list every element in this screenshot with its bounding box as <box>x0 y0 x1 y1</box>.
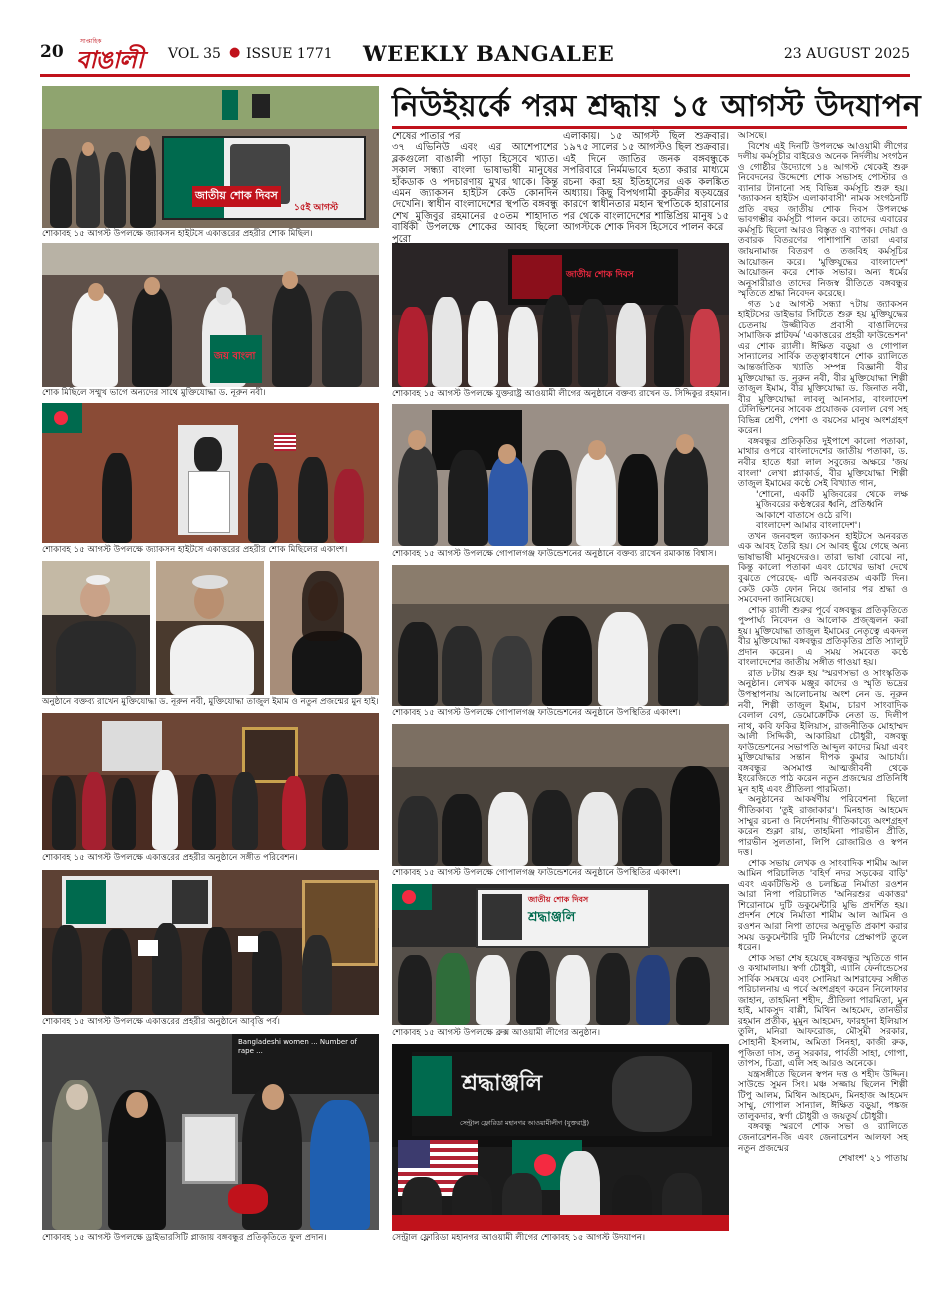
protest-sign-text: Bangladeshi women ... Number of rape ... <box>238 1038 357 1055</box>
continuation-note: শেষের পাতার পর <box>392 131 461 142</box>
photo-speaker-tajul-imam <box>156 561 264 695</box>
photo-speaker-nurun-nabi <box>42 561 150 695</box>
article-paragraph: বিশেষ এই দিনটি উপলক্ষে আওয়ামী লীগের দলীয় কর্মসূচীর বাইরেও অনেক নির্দলীয় সংগঠন ও গোষ্ঠীর উদ্যোগে ১৪ আগস্ট থেকেই শুরু নিবেদনের উদ্দেশ্যে শোক সভাসহ পোস্টার ও ব্যানার টানানো সহ বিভিন্ন কর্মসূচি শুরু হয়। 'জ্যাকসন হাইটস এলাকাবাসী' নামক সংগঠনটি প্রতি বছর জাতীয় শোক দিবস উপলক্ষে ভাবগম্ভীর কর্মসূচী পালন করে। তাদের এবারের কর্মসূচি ছিলো আরও বিস্তৃত ও ব্যাপক। দোয়া ও তবারক বিতরণের পাশাপাশি তারা এবার জায়নামাজ বিতরণ ও তজবিহ কর্মসূচির আয়োজন করে। 'মুক্তিযুদ্ধের বাংলাদেশ' আয়োজন করে শোক সভার। অন্য ধর্মের অনুসারীরাও তাদের নিজস্ব রীতিতে বঙ্গবন্ধুর স্মৃতিতে শ্রদ্ধা নিবেদন করেছে। <box>738 141 908 300</box>
song-verse: 'শোনো, একটি মুজিবরের থেকে লক্ষ মুজিবরের কণ্ঠস্বরের ধ্বনি, প্রতিধ্বনি <box>756 489 908 511</box>
event-banner-text: জাতীয় শোক দিবস <box>566 270 634 280</box>
article-paragraph: শোক সভায় লেখক ও সাংবাদিক শামীম আল আমিন পরিচালিত 'বহির্ণ নদর সড়কের বাড়ি' এবং একটিভিস্ট ও চলচ্চিত্র নির্মাতা রওশন আরা নিপা পরিচালিত 'অনিরশুর একাত্তর' শিরোনামে দুটি ডকুমেন্টারি মুভি প্রদর্শিত হয়। প্রদর্শন শেষে নির্মাতা শামীম আল আমিন ও রওশন আরা নিপা তাদের অনুভূতি প্রকাশ করার সময় ডকুমেন্টারি দুটি নির্মাণের প্রেক্ষাপট তুলে ধরেন। <box>738 858 908 954</box>
article-column-1 <box>392 131 558 245</box>
article-paragraph: ৩৭ এভিনিউ এবং এর আশেপাশের ব্লকগুলো বাঙালী পাড়া হিসেবে খ্যাত। সকাল সন্ধ্যা বাংলা ভাষাভাষী মানুষের হাঁকডাক ও পদচারণায় মুখর থাকে। কিন্তু এমন জ্যাকসন হাইটস কেউ কোনদিন দেখেনি। স্বাধীন বাংলাদেশের স্থপতি বঙ্গবন্ধু শেখ মুজিবুর রহমানের ৫০তম শাহাদাত বার্ষিকী উপলক্ষে শোকের আবহ ছিলো পুরো <box>392 142 558 245</box>
article-paragraph: গত ১৫ আগস্ট সন্ধ্যা ৭টায় জ্যাকসন হাইটসের ডাইভার সিটিতে শুরু হয় মুক্তিযুদ্ধের চেতনায় উজ্জীবিত প্রবাসী বাঙালিদের সামাজিক প্লাটফর্ম 'একাত্তরের প্রহরী ফাউন্ডেশন' এর শোক র‍্যালী। ঈক্ষিত বড়ুয়া ও গোপাল সান্যালের সার্বিক তত্ত্বাবধানে শোক র‍্যালিতে আন্তর্জাতিক খ্যাতি সম্পন্ন বিজ্ঞানী বীর মুক্তিযোদ্ধা ড. নূরুন নবী, বীর মুক্তিযোদ্ধা শিল্পী তাজুল ইমাম, বীর মুক্তিযোদ্ধা ড. জিনাত নবী, বীর মুক্তিযোদ্ধা লাবলু আনসার, বাংলাদেশ টেলিভিশনের সাবেক প্রযোজক বেলাল বেগ সহ বিভিন্ন শ্রেণী, পেশা ও বয়সের মানুষ অংশগ্রহণ করেন। <box>738 299 908 437</box>
caption-song-performance: শোকাবহ ১৫ আগস্ট উপলক্ষে একাত্তরের প্রহরীর অনুষ্ঠানে সঙ্গীত পরিবেশন। <box>42 853 298 863</box>
caption-gopalganj-speaker: শোকাবহ ১৫ আগস্ট উপলক্ষে গোপালগঞ্জ ফাউন্ডেশনের অনুষ্ঠানে বক্তব্য রাখেন রমাকান্ত বিশ্বাস। <box>392 549 717 559</box>
portrait-frame <box>178 425 238 535</box>
photo-march-portrait <box>42 403 379 543</box>
banner-text: জাতীয় শোক দিবস <box>192 186 281 207</box>
article-paragraph: আসছে। <box>738 131 768 141</box>
article-column-3 <box>738 131 908 1246</box>
photo-gopalganj-speaker <box>392 404 729 546</box>
page-header <box>40 38 910 72</box>
photo-speaker-moon-hai <box>270 561 379 695</box>
article-column-2 <box>563 131 729 239</box>
article-paragraph: অনুষ্ঠানের আকর্ষণীয় পরিবেশনা ছিলো গীতিকাব্য 'তুই রাজাকার'। মিনহাজ আহমেদ সাম্মুর রচনা ও নির্দেশনায় গীতিকাব্যে অংশগ্রহণ করেন শুক্লা রায়, তাহমিনা পারভীন প্রীতি, পারভীন সুলতানা, লিপি রোজারিও ও স্বপন দত্ত। <box>738 795 908 859</box>
caption-march-portrait: শোকাবহ ১৫ আগস্ট উপলক্ষে জ্যাকসন হাইটসে একাত্তরের প্রহরীর শোক মিছিলের একাংশ। <box>42 545 348 555</box>
banner-national-mourning <box>162 136 366 220</box>
caption-bronx-al-event: শোকাবহ ১৫ আগস্ট উপলক্ষে ব্রুক্স আওয়ামী লীগের অনুষ্ঠান। <box>392 1028 601 1038</box>
bronx-banner-subtitle: শ্রদ্ধাঞ্জলি <box>528 910 576 925</box>
masthead-logo <box>66 38 172 72</box>
article-headline: নিউইয়র্কে পরম শ্রদ্ধায় ১৫ আগস্ট উদযাপন <box>392 89 922 124</box>
florida-banner-title: শ্রদ্ধাঞ্জলি <box>462 1071 542 1096</box>
headline-underline <box>392 126 907 129</box>
photo-gopalganj-audience-1 <box>392 565 729 706</box>
article-paragraph: শোক সভা শেষ হয়েছে বঙ্গবন্ধুর স্মৃতিতে গান ও কথামালায়। স্বর্ণা চৌধুরী, এ্যানি ফের্নান্ডেসের সার্বিক সমন্বয়ে এবং সোনিয়া আশরাফের সঙ্গীত পরিচালনায় এ পর্বে অংশগ্রহণ করেন নিলোফার জাহান, তাহমিনা শহীদ, প্রীতিলা পারমিতা, মুন হাই, মাকসুদ বাপ্পী, মিথিন আহমেদ, তানভীর রহমান প্রতীক, মুমুন আহমেদ, ফারহানা ইলিয়াস তুলি, মনিরা আফরোজ, মৌসুমী সরকার, সোহানী ইসলাম, অমিতা সিনহা, কাজী রুক, পূজিতা দাস, তনু সরকার, পার্বতী সাহা, গোপা, তাপস, চিত্রা, এলি সহ আরও অনেকে। <box>738 953 908 1070</box>
caption-al-usa-event: শোকাবহ ১৫ আগস্ট উপলক্ষে যুক্তরাষ্ট্র আওয়ামী লীগের অনুষ্ঠানে বক্তব্য রাখেন ড. সিদ্দিকুর রহমান। <box>392 389 730 399</box>
page-number: 20 <box>40 42 64 62</box>
caption-speakers: অনুষ্ঠানে বক্তব্য রাখেন মুক্তিযোদ্ধা ড. নূরুন নবী, মুক্তিযোদ্ধা তাজুল ইমাম ও নতুন প্রজন্মের মুন হাই। <box>42 697 379 707</box>
photo-song-performance <box>42 713 379 850</box>
photo-al-usa-event <box>392 243 729 387</box>
song-verse: বাংলাদেশ আমার বাংলাদেশ'। <box>756 521 861 532</box>
volume-label: VOL 35 <box>168 46 221 62</box>
photo-front-march <box>42 243 379 387</box>
joy-bangla-placard <box>210 335 262 383</box>
photo-central-florida-event <box>392 1044 729 1231</box>
article-paragraph: বঙ্গবন্ধু স্মরণে শোক সভা ও র‍্যালিতে জেনারেশন-জি এবং জেনারেশন আলফা সহ নতুন প্রজন্মের <box>738 1122 908 1154</box>
caption-gopalganj-audience-2: শোকাবহ ১৫ আগস্ট উপলক্ষে গোপালগঞ্জ ফাউন্ডেশনের অনুষ্ঠানে উপস্থিতির একাংশ। <box>392 868 681 878</box>
article-paragraph: তখন জনবহুল জ্যাকসন হাইটসে অনবরত এক আবহ তৈরি হয়। সে আবহ ছুঁয়ে গেছে অন্য ভাষাভাষী মানুষদেরও। তারা ভাষা বোঝে না, কিন্তু কালো পতাকা এবং চোখের ভাষা দেখে বুঝতে পেরেছে- এটি অনবরতম একটি দিন। কেউ কেউ ফোন নিয়ে জানার পর শ্রদ্ধা ও সমবেদনা জানিয়েছে। <box>738 531 908 606</box>
header-rule <box>40 74 910 77</box>
caption-front-march: শোক মিছিলে সম্মুখ ভাগে অন্যদের সাথে মুক্তিযোদ্ধা ড. নূরুন নবী। <box>42 388 266 398</box>
banner-date-text: ১৫ই আগস্ট <box>294 203 339 213</box>
photo-recitation <box>42 870 379 1015</box>
publication-title: WEEKLY BANGALEE <box>363 41 615 66</box>
article-paragraph: রাত ৮টায় শুরু হয় 'স্মরণসভা ও সাংস্কৃতিক অনুষ্ঠান। লেখক মঞ্জুর কাদের ও স্মৃতি ভদ্রের উপস্থাপনায় আলোচনায় অংশ নেন ড. নূরুন নবী, শিল্পী তাজুল ইমাম, চারণ সাংবাদিক বেলাল বেগ, ডেমোক্রেটিক নেতা ড. দিলীপ নাথ, কবি ফকির ইলিয়াস, রাজনীতিক মোহাম্মদ আলী সিদ্দিকী, আকারিয়া চৌধুরী, বঙ্গবন্ধু ফাউন্ডেশনের সভাপতি আব্দুল কাদের মিয়া এবং মুক্তিযোদ্ধার সন্তান দীপক কুমার আচার্য্য। বঙ্গবন্ধুর অসমাপ্ত আত্মজীবনী থেকে ইংরেজিতে পাঠ করেন নতুন প্রজন্মের প্রতিনিধি মুন হাই এবং প্রীতিলা পারমিতা। <box>738 668 908 795</box>
photo-flower-tribute <box>42 1034 379 1230</box>
caption-flower-tribute: শোকাবহ ১৫ আগস্ট উপলক্ষে ড্রাইভারসিটি প্লাজায় বঙ্গবন্ধুর প্রতিকৃতিতে ফুল প্রদান। <box>42 1233 327 1243</box>
caption-central-florida-event: সেন্ট্রাল ফ্লোরিডা মহানগর আওয়ামী লীগের শোকাবহ ১৫ আগস্ট উদযাপন। <box>392 1233 646 1243</box>
article-paragraph: যন্ত্রসঙ্গীতে ছিলেন স্বপন দত্ত ও শহীদ উদ্দিন। সাউন্ডে সুমন সিং। মঞ্চ সজ্জায় ছিলেন শিল্পী টিপু আলম, মিথিন আহমেদ, মিনহাজ আহমেদ সাম্মু, গোপাল সান্যাল, ঈক্ষিত বড়ুয়া, পঙ্কজ তালুকদার, স্বর্ণা চৌধুরী ও জয়তুর্য চৌধুরী। <box>738 1069 908 1122</box>
separator-dot: ● <box>229 45 241 60</box>
song-verse: আকাশে বাতাসে ওঠে রণি। <box>756 510 852 521</box>
placard-text: জয় বাংলা <box>214 351 256 362</box>
issue-label: ISSUE 1771 <box>246 46 333 62</box>
logo-text: বাঙালী <box>76 46 143 74</box>
caption-procession: শোকাবহ ১৫ আগস্ট উপলক্ষে জ্যাকসন হাইটসে একাত্তরের প্রহরীর শোক মিছিল। <box>42 229 313 239</box>
article-paragraph: শোক র‍্যালী শুরুর পূর্বে বঙ্গবন্ধুর প্রতিকৃতিতে পুষ্পার্ঘ্য নিবেদন ও আলোক প্রজ্জ্বলন করা হয়। মুক্তিযোদ্ধা তাজুল ইমামের নেতৃত্বে একদল বীর মুক্তিযোদ্ধা বঙ্গবন্ধুর প্রতিকৃতির প্রতি স্যালুট প্রদান করেন। এ সময় সমবেত কণ্ঠে বাংলাদেশের জাতীয় সঙ্গীত গাওয়া হয়। <box>738 605 908 669</box>
photo-gopalganj-audience-2 <box>392 724 729 866</box>
bronx-banner-title: জাতীয় শোক দিবস <box>528 895 589 904</box>
photo-bronx-al-event <box>392 884 729 1025</box>
article-paragraph: এলাকায়। ১৫ আগস্ট ছিল শুক্রবার। ১৯৭৫ সালের ১৫ আগস্টও ছিল শুক্রবার। এই দিনে জাতির জনক বঙ্গবন্ধুকে সপরিবারে নির্মমভাবে হত্যা করার মাধ্যমে রচনা করা হয় ইতিহাসের এক কলঙ্কিত অধ্যায়। কিছু বিপথগামী কুচক্রীর ষড়যন্ত্রের কারণে স্বাধীনতার মহান স্থপতিকে হারানোর পর থেকে বাংলাদেশের শান্তিপ্রিয় মানুষ ১৫ আগস্টকে শোক দিবস হিসেবে পালন করে <box>563 131 729 234</box>
article-paragraph: বঙ্গবন্ধুর প্রতিকৃতির দুইপাশে কালো পতাকা, মাথার ওপরে বাংলাদেশের জাতীয় পতাকা, ড. নবীর হাতে ধরা লাল সবুজের অক্ষরে 'জয় বাংলা' লেখা প্ল্যাকার্ড, বীর মুক্তিযোদ্ধা শিল্পী তাজুল ইমামের কণ্ঠে সেই বিখ্যাত গান, <box>738 436 908 490</box>
caption-gopalganj-audience-1: শোকাবহ ১৫ আগস্ট উপলক্ষে গোপালগঞ্জ ফাউন্ডেশনের অনুষ্ঠানে উপস্থিতির একাংশ। <box>392 708 681 718</box>
caption-recitation: শোকাবহ ১৫ আগস্ট উপলক্ষে একাত্তরের প্রহরীর অনুষ্ঠানে আবৃত্তি পর্ব। <box>42 1017 280 1027</box>
photo-procession <box>42 86 379 228</box>
continued-on-page: শেষাংশ' ২১ পাতায় <box>838 1154 908 1165</box>
issue-date: 23 AUGUST 2025 <box>783 46 910 62</box>
logo-small-text: সাপ্তাহিক <box>80 38 102 45</box>
florida-banner-subtitle: সেন্ট্রাল ফ্লোরিডা মহানগর আওয়ামীলীগ (যুক্তরাষ্ট্র) <box>460 1119 589 1127</box>
